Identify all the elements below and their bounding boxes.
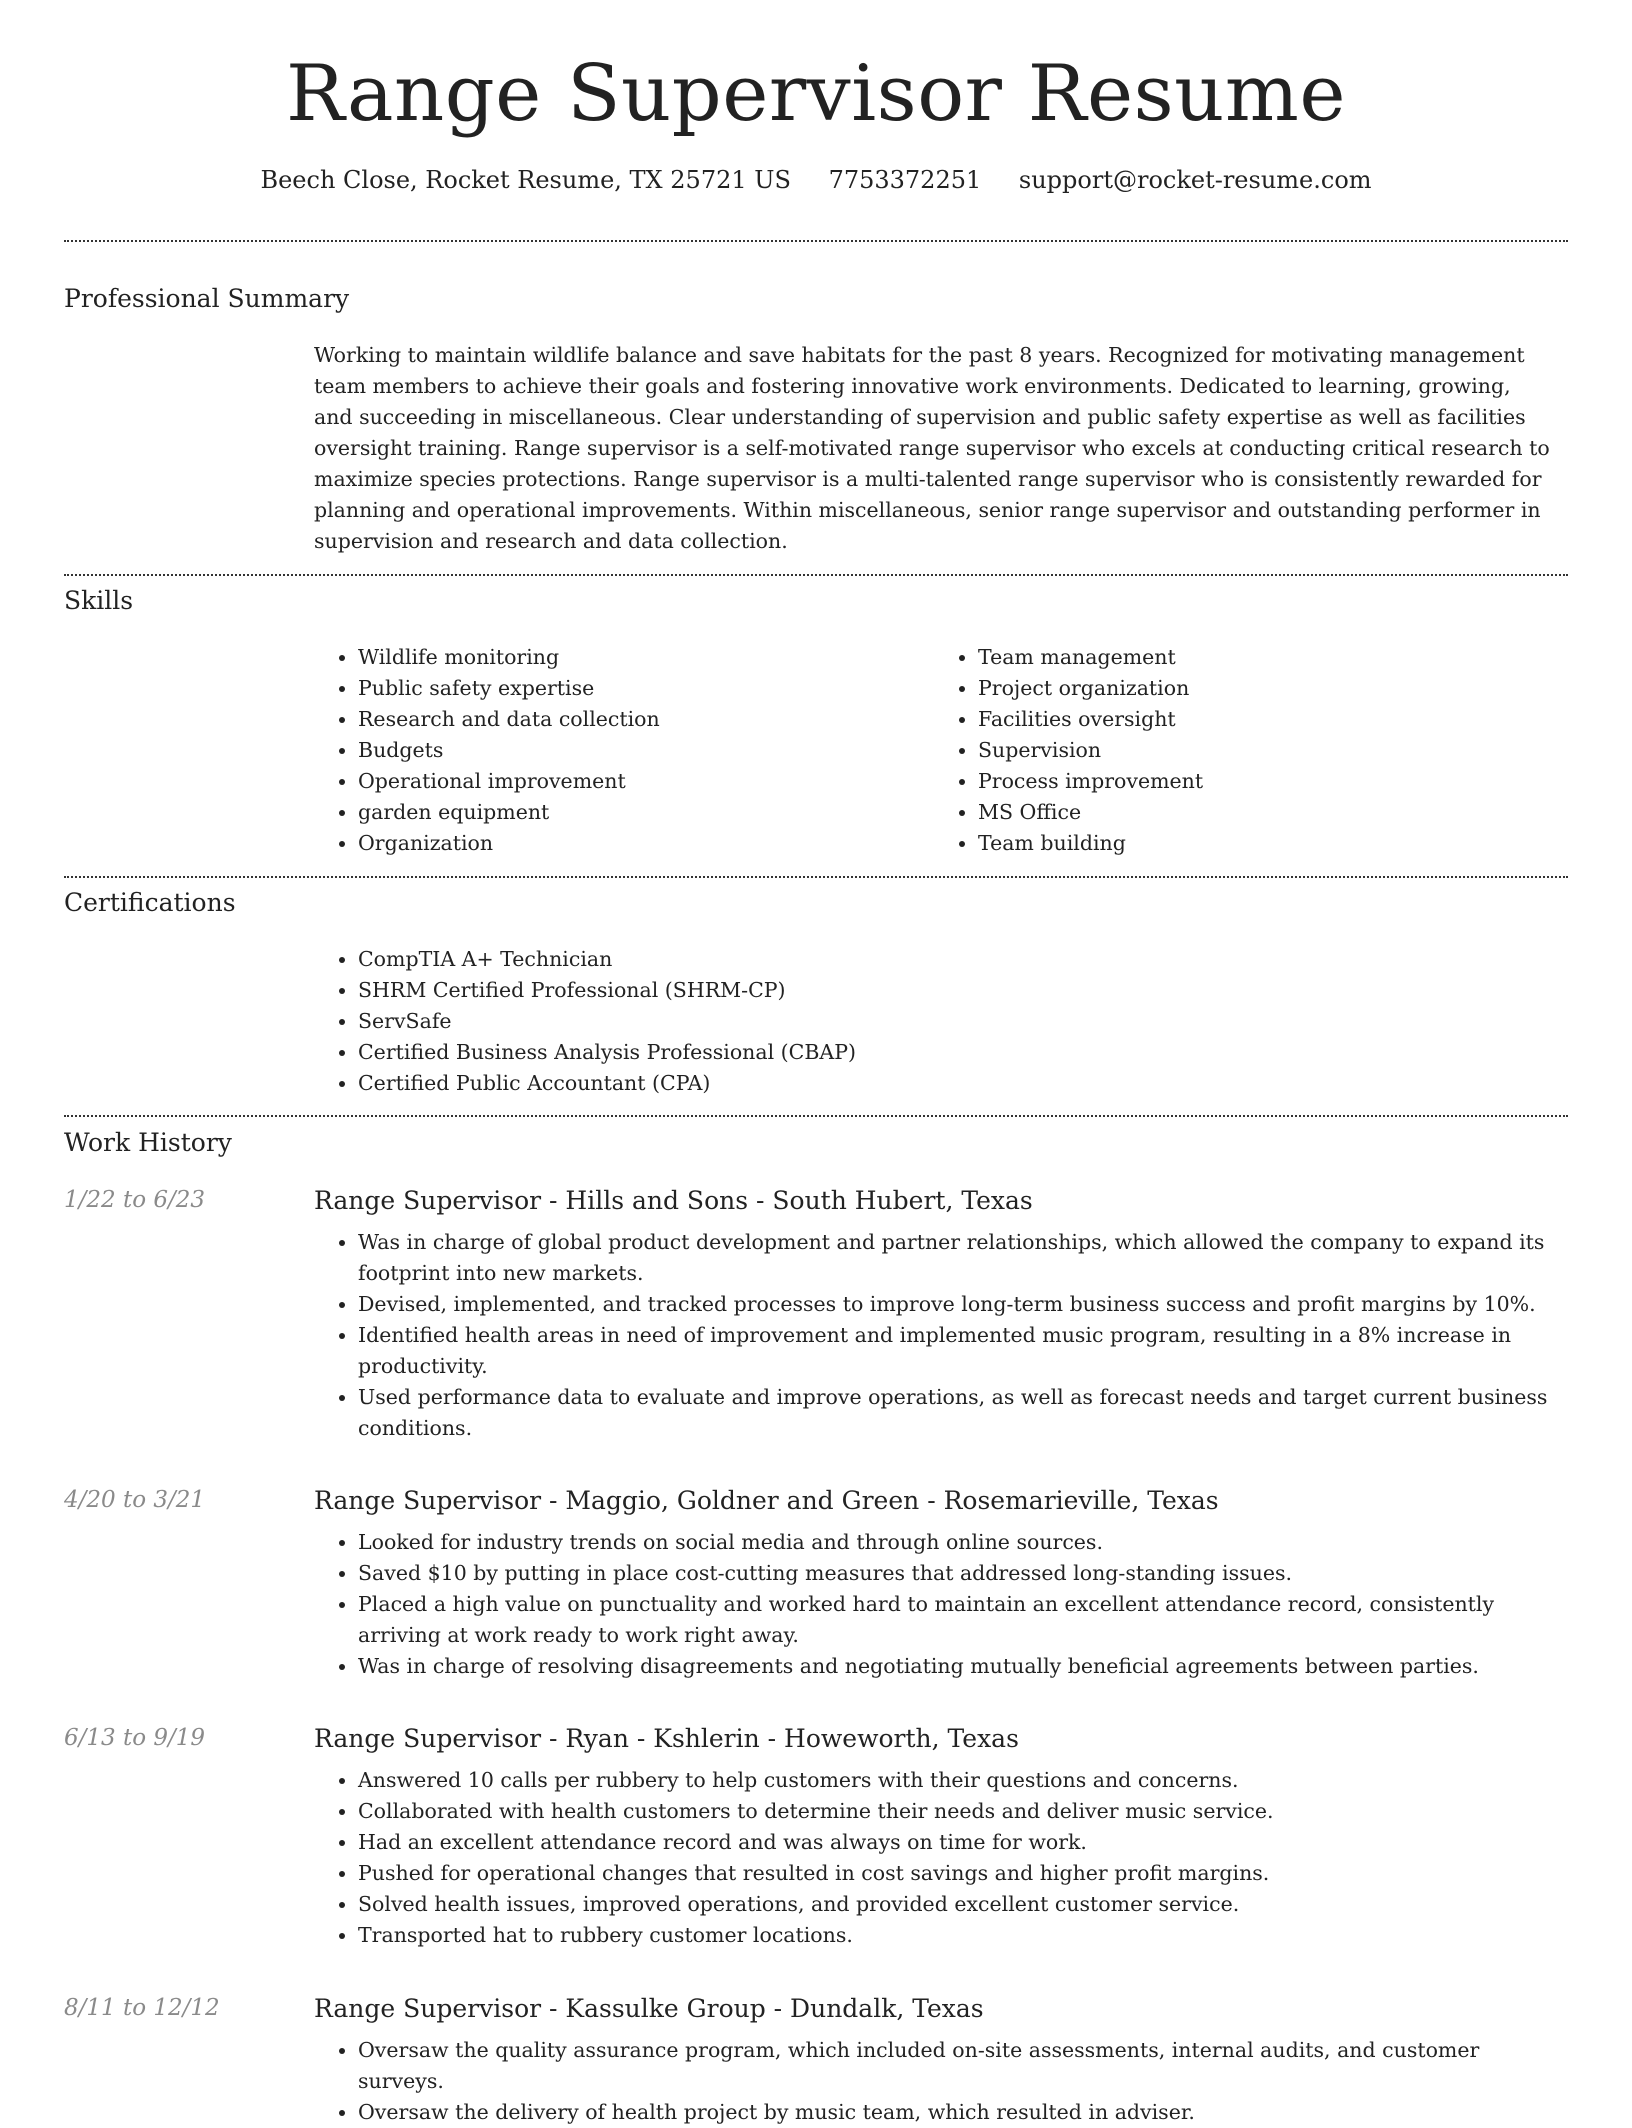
job-entry <box>314 1486 1554 1682</box>
job-dates: 6/13 to 9/19 <box>64 1725 206 1751</box>
skill-item: • Public safety expertise <box>358 673 934 704</box>
job-bullet: • Identified health areas in need of improvement and implemented music program, resulting in a 8% increase in productivity. <box>358 1320 1554 1382</box>
job-entry <box>314 1724 1554 1951</box>
section-divider <box>64 1115 1568 1117</box>
job-bullets <box>314 2035 1554 2128</box>
section-divider <box>64 240 1568 242</box>
job-bullet: • Devised, implemented, and tracked processes to improve long-term business success and profit margins by 10%. <box>358 1289 1554 1320</box>
job-bullet: • Had an excellent attendance record and was always on time for work. <box>358 1827 1554 1858</box>
certification-item: • CompTIA A+ Technician <box>358 944 1554 975</box>
job-bullet: • Oversaw the quality assurance program, which included on-site assessments, internal audits, and customer surveys. <box>358 2035 1554 2097</box>
job-bullets <box>314 1527 1554 1682</box>
skill-item: • Budgets <box>358 735 934 766</box>
skills-heading: Skills <box>64 586 134 615</box>
job-bullet: • Solved health issues, improved operations, and provided excellent customer service. <box>358 1889 1554 1920</box>
contact-email: support@rocket-resume.com <box>1018 165 1372 194</box>
skill-item: • Process improvement <box>978 766 1554 797</box>
job-title: Range Supervisor - Ryan - Kshlerin - Howeworth, Texas <box>314 1724 1019 1753</box>
job-bullets <box>314 1227 1554 1444</box>
job-bullets <box>314 1765 1554 1951</box>
certification-item: • Certified Public Accountant (CPA) <box>358 1068 1554 1099</box>
resume-title: Range Supervisor Resume <box>285 49 1347 139</box>
job-dates: 4/20 to 3/21 <box>64 1487 206 1513</box>
skill-item: • Research and data collection <box>358 704 934 735</box>
job-bullet: • Placed a high value on punctuality and worked hard to maintain an excellent attendance record, consistently arriving at work ready to work right away. <box>358 1589 1554 1651</box>
certifications-list <box>314 944 1554 1099</box>
job-bullet: • Looked for industry trends on social media and through online sources. <box>358 1527 1554 1558</box>
summary-text: Working to maintain wildlife balance and save habitats for the past 8 years. Recognized for motivating management team members to achieve their goals and fostering innovative work environments. Dedicated to learning, growing, and succeeding in miscellaneous. Clear understanding of supervision and public safety expertise as well as facilities oversight training. Range supervisor is a self-motivated range supervisor who excels at conducting critical research to maximize species protections. Range supervisor is a multi-talented range supervisor who is consistently rewarded for planning and operational improvements. Within miscellaneous, senior range supervisor and outstanding performer in supervision and research and data collection. <box>314 343 1550 553</box>
contact-address: Beech Close, Rocket Resume, TX 25721 US <box>260 165 791 194</box>
certifications-heading: Certifications <box>64 888 236 917</box>
certification-item: • SHRM Certified Professional (SHRM-CP) <box>358 975 1554 1006</box>
contact-phone: 7753372251 <box>828 165 982 194</box>
skill-item: • Team management <box>978 642 1554 673</box>
section-divider <box>64 574 1568 576</box>
skill-item: • Operational improvement <box>358 766 934 797</box>
skills-column-right <box>934 642 1554 859</box>
resume-header <box>0 0 1632 194</box>
certification-item: • Certified Business Analysis Professional (CBAP) <box>358 1037 1554 1068</box>
job-bullet: • Saved $10 by putting in place cost-cutting measures that addressed long-standing issues. <box>358 1558 1554 1589</box>
skill-item: • Project organization <box>978 673 1554 704</box>
skills-list <box>314 642 1554 859</box>
job-title: Range Supervisor - Kassulke Group - Dundalk, Texas <box>314 1994 984 2023</box>
skill-item: • Organization <box>358 828 934 859</box>
job-bullet: • Answered 10 calls per rubbery to help customers with their questions and concerns. <box>358 1765 1554 1796</box>
skill-item: • Supervision <box>978 735 1554 766</box>
job-bullet: • Pushed for operational changes that resulted in cost savings and higher profit margins. <box>358 1858 1554 1889</box>
job-bullet: • Transported hat to rubbery customer locations. <box>358 1920 1554 1951</box>
job-bullet: • Used performance data to evaluate and improve operations, as well as forecast needs and target current business conditions. <box>358 1382 1554 1444</box>
certification-item: • ServSafe <box>358 1006 1554 1037</box>
job-bullet: • Collaborated with health customers to determine their needs and deliver music service. <box>358 1796 1554 1827</box>
job-bullet: • Was in charge of global product development and partner relationships, which allowed the company to expand its footprint into new markets. <box>358 1227 1554 1289</box>
summary-heading: Professional Summary <box>64 284 350 313</box>
job-title: Range Supervisor - Hills and Sons - South Hubert, Texas <box>314 1186 1033 1215</box>
job-dates: 8/11 to 12/12 <box>64 1995 220 2021</box>
job-entry <box>314 1994 1554 2128</box>
job-entry <box>314 1186 1554 1444</box>
skill-item: • MS Office <box>978 797 1554 828</box>
skill-item: • Facilities oversight <box>978 704 1554 735</box>
skill-item: • Team building <box>978 828 1554 859</box>
section-divider <box>64 876 1568 878</box>
work-history-heading: Work History <box>64 1128 232 1157</box>
contact-line <box>0 166 1632 194</box>
skill-item: • Wildlife monitoring <box>358 642 934 673</box>
job-bullet: • Oversaw the delivery of health project by music team, which resulted in adviser. <box>358 2097 1554 2128</box>
skills-column-left <box>314 642 934 859</box>
job-dates: 1/22 to 6/23 <box>64 1187 206 1213</box>
job-bullet: • Was in charge of resolving disagreements and negotiating mutually beneficial agreements between parties. <box>358 1651 1554 1682</box>
skill-item: • garden equipment <box>358 797 934 828</box>
job-title: Range Supervisor - Maggio, Goldner and Green - Rosemarieville, Texas <box>314 1486 1219 1515</box>
